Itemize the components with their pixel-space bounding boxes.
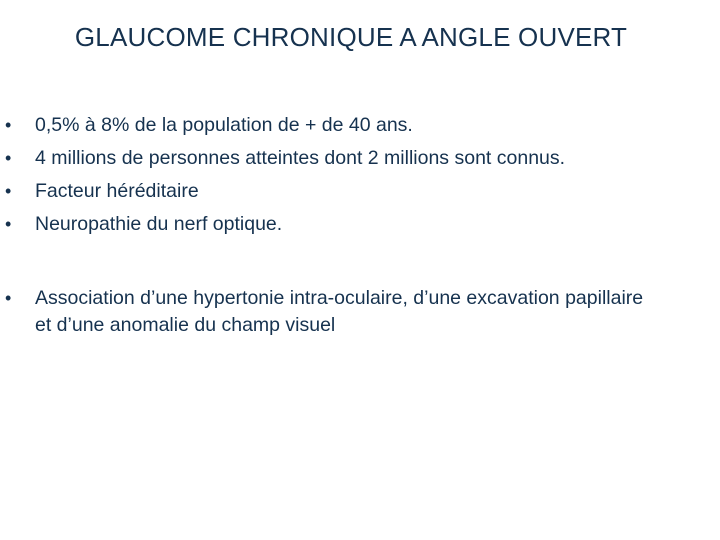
bullet-item [0, 285, 655, 339]
bullet-list-main [0, 112, 655, 244]
bullet-text: Association d’une hypertonie intra-oculaire, d’une excavation papillaire et d’une anomalie du champ visuel [35, 287, 644, 336]
bullet-item [0, 112, 655, 139]
bullet-item [0, 211, 655, 238]
bullet-item [0, 178, 655, 205]
bullet-icon: • [5, 115, 12, 135]
bullet-text: Facteur héréditaire [35, 180, 199, 202]
bullet-list-association [0, 285, 655, 345]
bullet-icon: • [5, 214, 12, 234]
bullet-text: 0,5% à 8% de la population de + de 40 ans. [35, 114, 413, 136]
bullet-icon: • [5, 288, 12, 308]
bullet-item [0, 145, 655, 172]
slide-title: GLAUCOME CHRONIQUE A ANGLE OUVERT [74, 22, 628, 52]
bullet-text: 4 millions de personnes atteintes dont 2 millions sont connus. [35, 147, 566, 169]
bullet-text: Neuropathie du nerf optique. [35, 213, 283, 235]
bullet-icon: • [5, 148, 12, 168]
bullet-icon: • [5, 181, 12, 201]
